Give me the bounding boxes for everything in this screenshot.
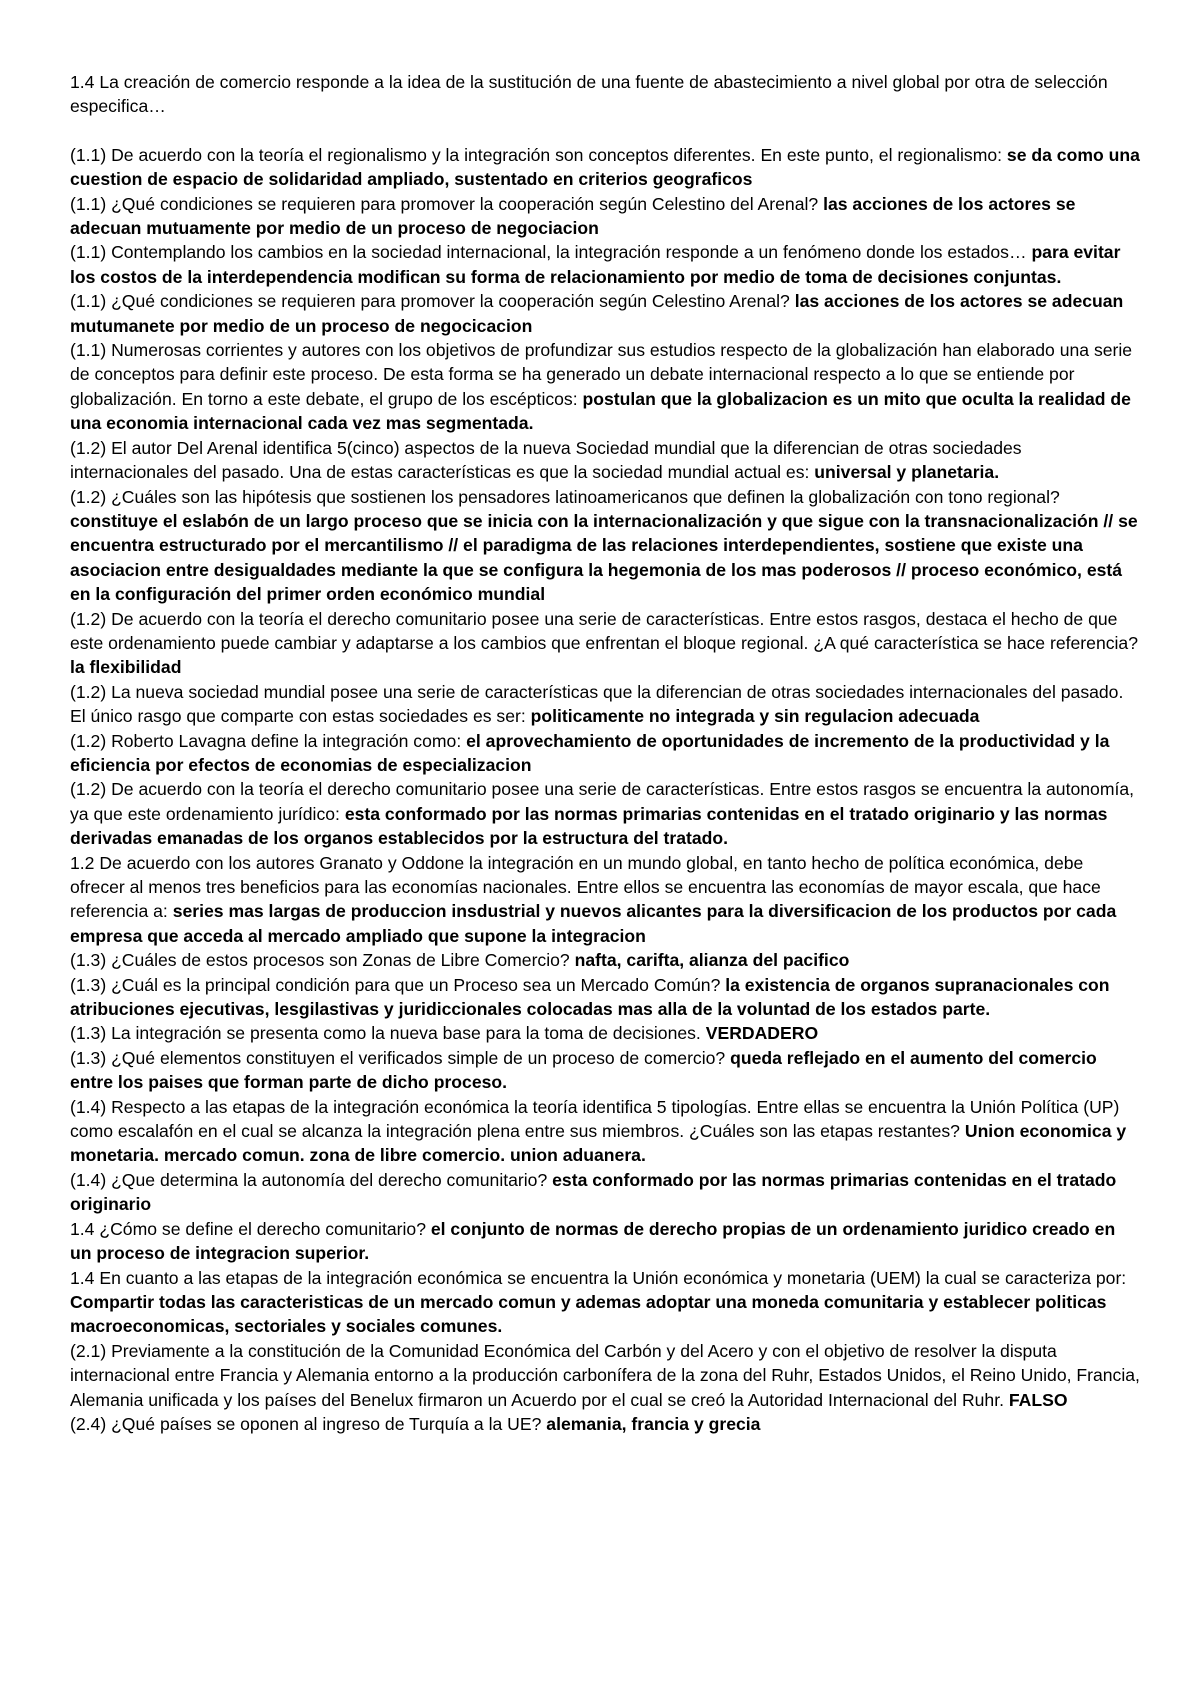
answer-text: esta conformado por las normas primarias contenidas en el tratado originario y las normas derivadas emanadas de los organos establecidos por la estructura del tratado. [70,803,1108,849]
answer-text: VERDADERO [705,1023,819,1044]
answer-text: universal y planetaria. [814,462,1000,483]
qa-item [70,192,1140,241]
question-text: (1.3) La integración se presenta como la nueva base para la toma de decisiones. [70,1023,701,1044]
qa-item [70,973,1140,1022]
question-text: (1.3) ¿Cuál es la principal condición para que un Proceso sea un Mercado Común? [70,974,721,995]
question-text: (1.1) De acuerdo con la teoría el regionalismo y la integración son conceptos diferentes. En este punto, el regionalismo: [70,144,1003,165]
question-text: 1.4 ¿Cómo se define el derecho comunitario? [70,1218,426,1239]
qa-item [70,1217,1140,1266]
answer-text: postulan que la globalizacion es un mito que oculta la realidad de una economia internacional cada vez mas segmentada. [70,388,1131,434]
answer-text: politicamente no integrada y sin regulacion adecuada [530,706,980,727]
qa-item [70,851,1140,949]
qa-item [70,777,1140,850]
qa-item [70,948,1140,972]
answer-text: el conjunto de normas de derecho propias de un ordenamiento juridico creado en un proceso de integracion superior. [70,1218,1116,1264]
answer-text: constituye el eslabón de un largo proceso que se inicia con la internacionalización y que sigue con la transnacionalización // se encuentra estructurado por el mercantilismo // el paradigma de las relaciones interdependientes, sostiene que existe una asociacion entre desigualdades mediante la que se configura la hegemonia de los mas poderosos // proceso económico, está en la configuración del primer orden económico mundial [70,510,1138,605]
question-text: 1.2 De acuerdo con los autores Granato y Oddone la integración en un mundo global, en tanto hecho de política económica, debe ofrecer al menos tres beneficios para las economías nacionales. Entre ellos se encuentra las economías de mayor escala, que hace referencia a: [70,852,1101,922]
answer-text: nafta, carifta, alianza del pacifico [574,950,850,971]
question-text: (1.4) Respecto a las etapas de la integración económica la teoría identifica 5 tipologías. Entre ellas se encuentra la Unión Política (UP) como escalafón en el cual se alcanza la integración plena entre sus miembros. ¿Cuáles son las etapas restantes? [70,1096,1120,1142]
qa-item [70,607,1140,680]
qa-item [70,1412,1140,1436]
answer-text: series mas largas de produccion insdustrial y nuevos alicantes para la diversificacion de los productos por cada empresa que acceda al mercado ampliado que supone la integracion [70,901,1117,946]
paragraph-spacer [70,119,1140,143]
answer-text: la existencia de organos supranacionales con atribuciones ejecutivas, lesgilastivas y juridiccionales colocadas mas alla de la voluntad de los estados parte. [70,974,1110,1020]
qa-item [70,729,1140,778]
question-text: (1.2) Roberto Lavagna define la integración como: [70,730,462,751]
qa-item [70,1046,1140,1095]
answer-text: para evitar los costos de la interdependencia modifican su forma de relacionamiento por medio de toma de decisiones conjuntas. [70,242,1121,287]
qa-item [70,485,1140,607]
question-text: (2.4) ¿Qué países se oponen al ingreso de Turquía a la UE? [70,1413,542,1434]
document-page [70,70,1140,1436]
question-text: (1.2) De acuerdo con la teoría el derecho comunitario posee una serie de características. Entre estos rasgos se encuentra la autonomía, ya que este ordenamiento jurídico: [70,779,1135,824]
answer-text: Compartir todas las caracteristicas de un mercado comun y ademas adoptar una moneda comunitaria y establecer politicas macroeconomicas, sectoriales y sociales comunes. [70,1291,1107,1337]
qa-item [70,289,1140,338]
question-text: (1.1) Contemplando los cambios en la sociedad internacional, la integración responde a un fenómeno donde los estados… [70,242,1027,263]
question-text: (1.3) ¿Cuáles de estos procesos son Zonas de Libre Comercio? [70,950,570,971]
intro-paragraph [70,70,1140,119]
answer-text: el aprovechamiento de oportunidades de incremento de la productividad y la eficiencia por efectos de economias de especializacion [70,730,1110,775]
answer-text: alemania, francia y grecia [546,1413,761,1434]
question-text: (1.3) ¿Qué elementos constituyen el verificados simple de un proceso de comercio? [70,1047,726,1068]
qa-item [70,680,1140,729]
answer-text: las acciones de los actores se adecuan mutuamente por medio de un proceso de negociacion [70,193,1076,239]
question-text: (1.4) ¿Que determina la autonomía del derecho comunitario? [70,1169,548,1190]
qa-item [70,143,1140,192]
question-text: 1.4 En cuanto a las etapas de la integración económica se encuentra la Unión económica y monetaria (UEM) la cual se caracteriza por: [70,1267,1127,1288]
answer-text: las acciones de los actores se adecuan mutumanete por medio de un proceso de negocicacion [70,291,1124,336]
question-text: 1.4 La creación de comercio responde a la idea de la sustitución de una fuente de abastecimiento a nivel global por otra de selección especifica… [70,72,1108,117]
qa-item [70,338,1140,436]
answer-text: esta conformado por las normas primarias contenidas en el tratado originario [70,1169,1117,1215]
answer-text: la flexibilidad [70,657,182,678]
answer-text: Union economica y monetaria. mercado comun. zona de libre comercio. union aduanera. [70,1121,1127,1166]
question-text: (1.1) ¿Qué condiciones se requieren para promover la cooperación según Celestino Arenal? [70,291,790,312]
answer-text: queda reflejado en el aumento del comercio entre los paises que forman parte de dicho proceso. [70,1047,1097,1093]
qa-item [70,436,1140,485]
qa-item [70,1095,1140,1168]
qa-item [70,240,1140,289]
question-text: (1.2) ¿Cuáles son las hipótesis que sostienen los pensadores latinoamericanos que definen la globalización con tono regional? [70,486,1060,507]
question-text: (2.1) Previamente a la constitución de la Comunidad Económica del Carbón y del Acero y con el objetivo de resolver la disputa internacional entre Francia y Alemania entorno a la producción carbonífera de la zona del Ruhr, Estados Unidos, el Reino Unido, Francia, Alemania unificada y los países del Benelux firmaron un Acuerdo por el cual se creó la Autoridad Internacional del Ruhr. [70,1340,1140,1410]
question-text: (1.2) El autor Del Arenal identifica 5(cinco) aspectos de la nueva Sociedad mundial que la diferencian de otras sociedades internacionales del pasado. Una de estas características es que la sociedad mundial actual es: [70,437,1022,483]
question-text: (1.1) Numerosas corrientes y autores con los objetivos de profundizar sus estudios respecto de la globalización han elaborado una serie de conceptos para definir este proceso. De esta forma se ha generado un debate internacional respecto a lo que se entiende por globalización. En torno a este debate, el grupo de los escépticos: [70,340,1133,409]
qa-list [70,143,1140,1437]
qa-item [70,1168,1140,1217]
qa-item [70,1021,1140,1045]
answer-text: FALSO [1008,1389,1068,1410]
qa-item [70,1339,1140,1412]
question-text: (1.1) ¿Qué condiciones se requieren para promover la cooperación según Celestino del Arenal? [70,193,819,214]
answer-text: se da como una cuestion de espacio de solidaridad ampliado, sustentado en criterios geograficos [70,144,1140,190]
question-text: (1.2) De acuerdo con la teoría el derecho comunitario posee una serie de características. Entre estos rasgos, destaca el hecho de que este ordenamiento puede cambiar y adaptarse a los cambios que enfrentan el bloque regional. ¿A qué característica se hace referencia? [70,608,1139,653]
question-text: (1.2) La nueva sociedad mundial posee una serie de características que la diferencian de otras sociedades internacionales del pasado. El único rasgo que comparte con estas sociedades es ser: [70,681,1124,727]
qa-item [70,1266,1140,1339]
